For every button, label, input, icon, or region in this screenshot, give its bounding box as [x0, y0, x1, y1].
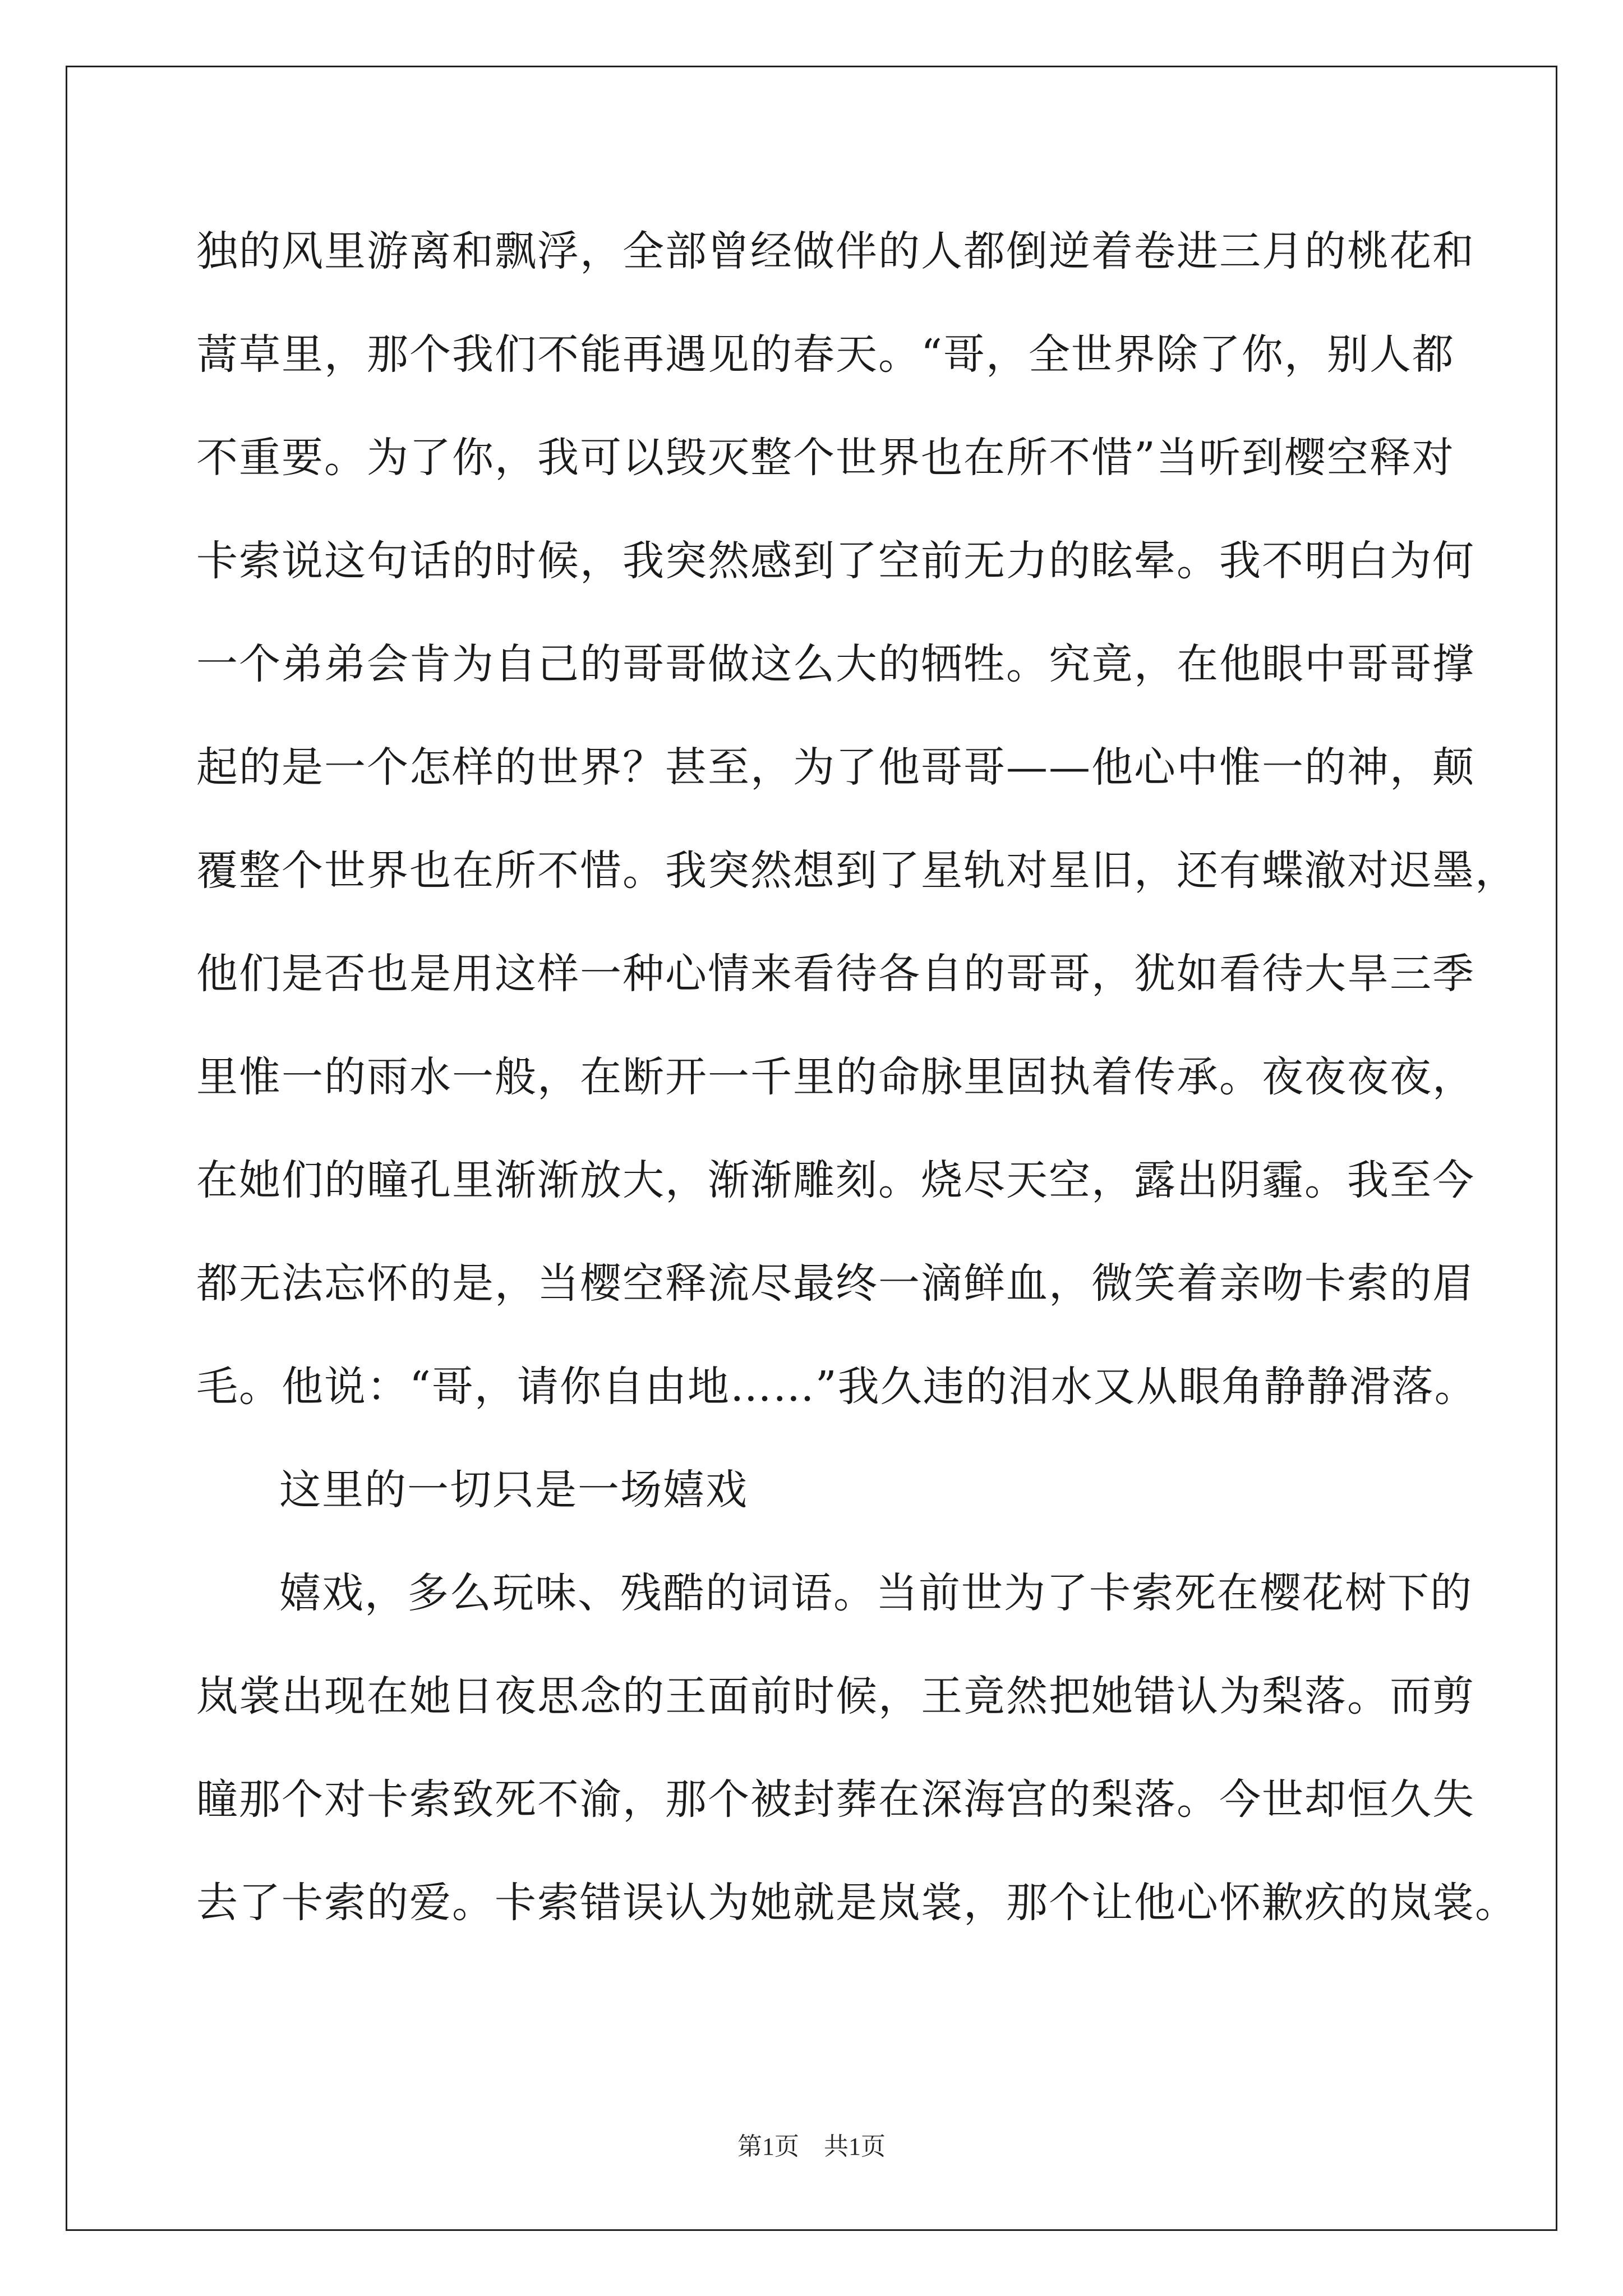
text-line: 起的是一个怎样的世界？甚至，为了他哥哥——他心中惟一的神，颠: [196, 743, 1475, 792]
text-line: 在她们的瞳孔里渐渐放大，渐渐雕刻。烧尽天空，露出阴霾。我至今: [196, 1156, 1475, 1204]
text-line: 瞳那个对卡索致死不渝，那个被封葬在深海宫的梨落。今世却恒久失: [196, 1775, 1475, 1824]
document-body: [196, 200, 1518, 1954]
text-line: 蒿草里，那个我们不能再遇见的春天。“哥，全世界除了你，别人都: [196, 330, 1455, 379]
text-line: 一个弟弟会肯为自己的哥哥做这么大的牺牲。究竟，在他眼中哥哥撑: [196, 640, 1475, 688]
text-line: 都无法忘怀的是，当樱空释流尽最终一滴鲜血，微笑着亲吻卡索的眉: [196, 1259, 1475, 1308]
text-line: 毛。他说：“哥，请你自由地……”我久违的泪水又从眼角静静滑落。: [196, 1363, 1477, 1411]
text-line: 卡索说这句话的时候，我突然感到了空前无力的眩晕。我不明白为何: [196, 537, 1475, 585]
text-line: 去了卡索的爱。卡索错误认为她就是岚裳，那个让他心怀歉疚的岚裳。: [196, 1879, 1518, 1927]
text-line: 岚裳出现在她日夜思念的王面前时候，王竟然把她错认为梨落。而剪: [196, 1672, 1475, 1720]
text-line: 里惟一的雨水一般，在断开一千里的命脉里固执着传承。夜夜夜夜，: [196, 1053, 1475, 1101]
text-line: 嬉戏，多么玩味、残酷的词语。当前世为了卡索死在樱花树下的: [279, 1569, 1473, 1617]
text-line: 他们是否也是用这样一种心情来看待各自的哥哥，犹如看待大旱三季: [196, 950, 1475, 998]
text-line: 独的风里游离和飘浮，全部曾经做伴的人都倒逆着卷进三月的桃花和: [196, 227, 1475, 275]
page-number-footer: 第1页 共1页: [737, 2133, 886, 2160]
section-heading: 这里的一切只是一场嬉戏: [279, 1466, 748, 1514]
text-line: 覆整个世界也在所不惜。我突然想到了星轨对星旧，还有蝶澈对迟墨，: [196, 846, 1518, 895]
text-line: 不重要。为了你，我可以毁灭整个世界也在所不惜”当听到樱空释对: [196, 434, 1455, 482]
